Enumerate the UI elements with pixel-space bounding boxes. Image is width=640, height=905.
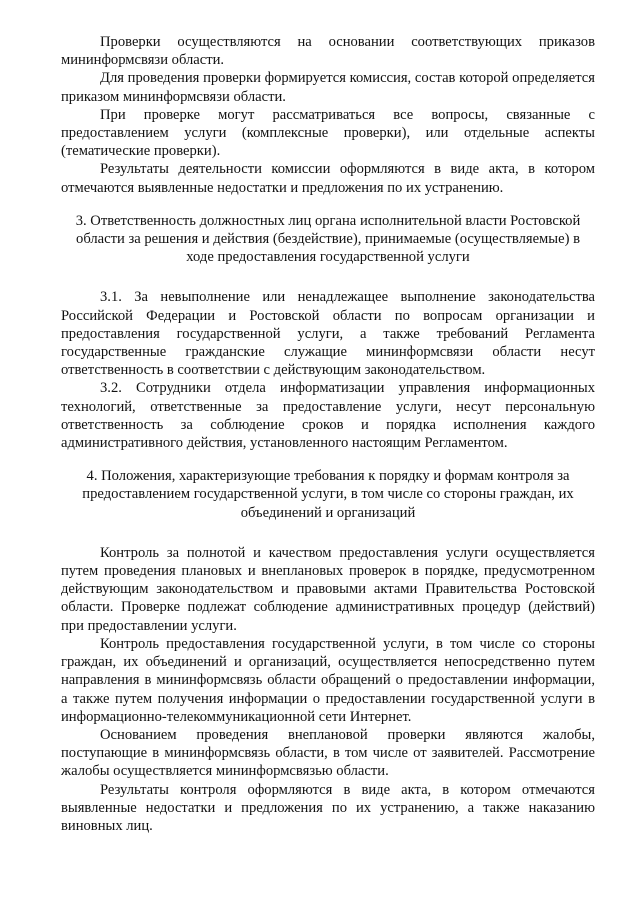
paragraph-3-1: 3.1. За невыполнение или ненадлежащее выполнение законодательства Российской Федерации и Ростовской области по вопросам организации и предоставления государственной услуги, а также требований Регламента государственные гражданские служащие мининформсвязи области несут ответственность в соответствии с действующим законодательством. <box>61 289 595 379</box>
spacer <box>61 522 595 544</box>
spacer <box>61 452 595 467</box>
paragraph-control-quality: Контроль за полнотой и качеством предоставления услуги осуществляется путем проведения плановых и внеплановых проверок в порядке, предусмотренном действующим законодательством и правовыми актами Правительства Ростовской области. Проверке подлежат соблюдение административных процедур (действий) при предоставлении услуги. <box>61 544 595 634</box>
paragraph-commission-results: Результаты деятельности комиссии оформляются в виде акта, в котором отмечаются выявленные недостатки и предложения по их устранению. <box>61 161 595 196</box>
paragraph-inspection-basis: Проверки осуществляются на основании соответствующих приказов мининформсвязи области. <box>61 34 595 69</box>
spacer <box>61 197 595 212</box>
spacer <box>61 266 595 288</box>
paragraph-3-2: 3.2. Сотрудники отдела информатизации управления информационных технологий, ответственные за предоставление услуги, несут персональную ответственность за соблюдение сроков и порядка исполнения каждого административного действия, установленного настоящим Регламентом. <box>61 380 595 452</box>
paragraph-control-citizens: Контроль предоставления государственной услуги, в том числе со стороны граждан, их объединений и организаций, осуществляется непосредственно путем направления в мининформсвязь области обращений о предоставлении информации, а также путем получения информации о предоставлении государственной услуги в информационно-телекоммуникационной сети Интернет. <box>61 635 595 725</box>
paragraph-commission: Для проведения проверки формируется комиссия, состав которой определяется приказом мининформсвязи области. <box>61 70 595 105</box>
section-3-heading: 3. Ответственность должностных лиц органа исполнительной власти Ростовской области за решения и действия (бездействие), принимаемые (осуществляемые) в ходе предоставления государственной услуги <box>75 212 581 266</box>
section-4-heading: 4. Положения, характеризующие требования к порядку и формам контроля за предоставлением государственной услуги, в том числе со стороны граждан, их объединений и организаций <box>82 468 574 521</box>
document-page <box>61 33 595 835</box>
paragraph-unscheduled-inspection: Основанием проведения внеплановой проверки являются жалобы, поступающие в мининформсвязь области, в том числе от заявителей. Рассмотрение жалобы осуществляется мининформсвязью области. <box>61 726 595 780</box>
paragraph-control-results: Результаты контроля оформляются в виде акта, в котором отмечаются выявленные недостатки и предложения по их устранению, а также наказанию виновных лиц. <box>61 781 595 834</box>
paragraph-inspection-scope: При проверке могут рассматриваться все вопросы, связанные с предоставлением услуги (комплексные проверки), или отдельные аспекты (тематические проверки). <box>61 106 595 160</box>
